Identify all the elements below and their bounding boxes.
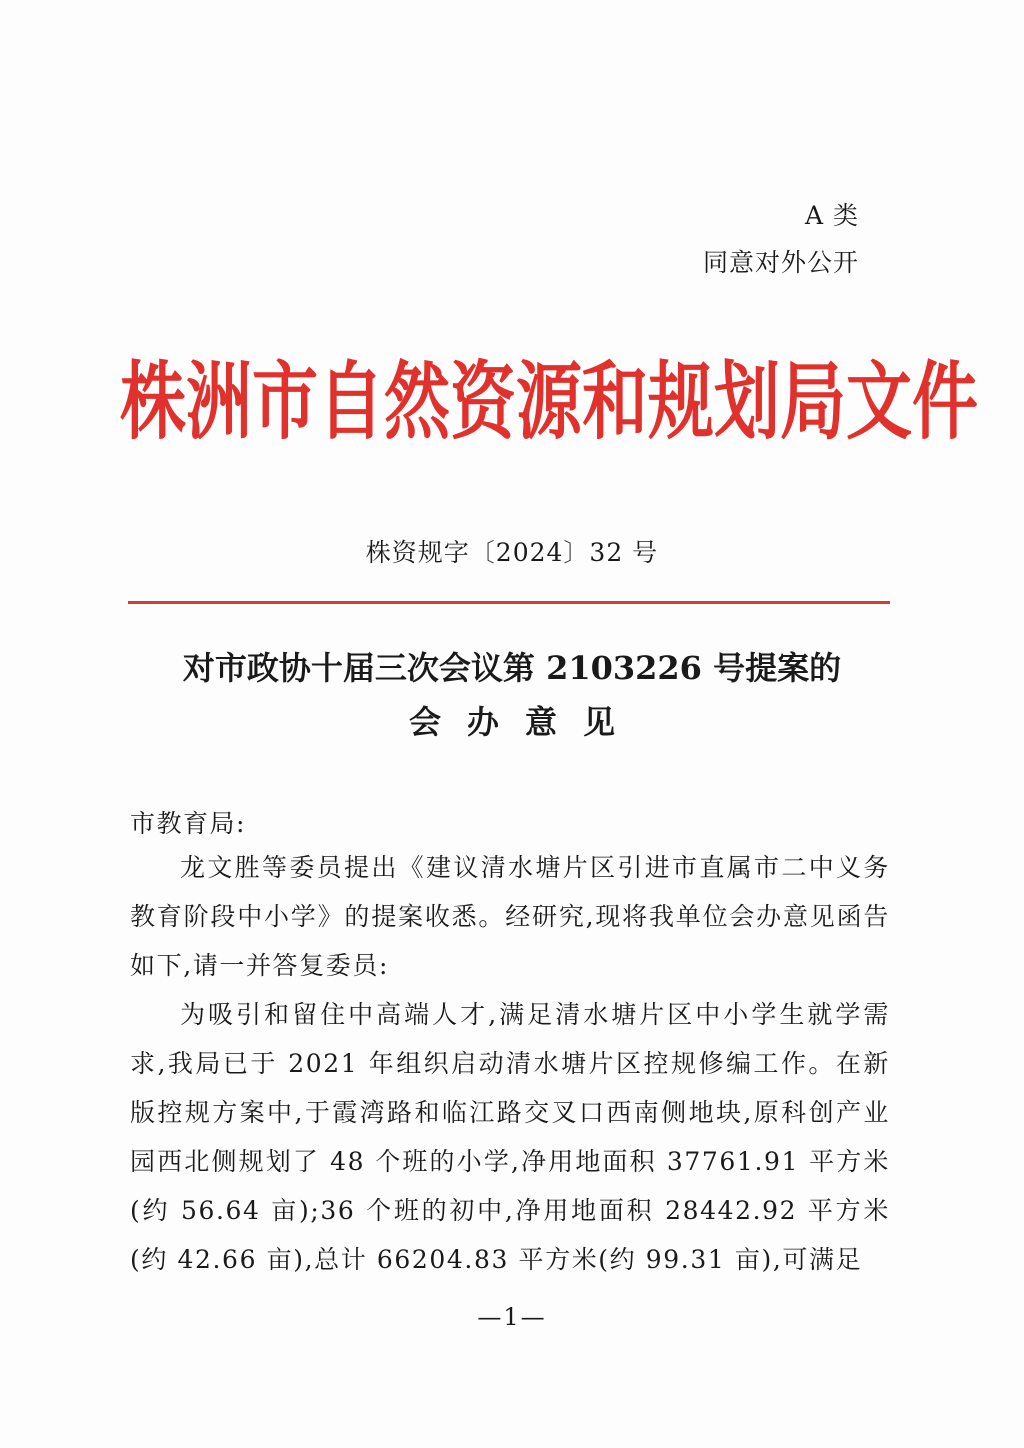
disclosure-label: 同意对外公开 [702, 248, 859, 277]
document-number: 株资规字〔2024〕32 号 [365, 538, 659, 567]
subject-line-2: 会办意见 [408, 703, 641, 741]
salutation: 市教育局: [130, 809, 246, 838]
body-paragraph-1: 龙文胜等委员提出《建议清水塘片区引进市直属市二中义务教育阶段中小学》的提案收悉。经研究,现将我单位会办意见函告如下,请一并答复委员: [130, 853, 890, 980]
red-divider-line [128, 601, 890, 604]
subject-line-1: 对市政协十届三次会议第 2103226 号提案的 [182, 649, 842, 687]
category-label: A 类 [804, 201, 859, 230]
body-paragraph-2: 为吸引和留住中高端人才,满足清水塘片区中小学生就学需求,我局已于 2021 年组织启动清水塘片区控规修编工作。在新版控规方案中,于霞湾路和临江路交叉口西南侧地块,原科创产业园西北侧规划了 48 个班的小学,净用地面积 37761.91 平方米(约 56.64 亩);36 个班的初中,净用地面积 28442.92 平方米(约 42.66 亩),总计 66204.83 平方米(约 99.31 亩),可满足 [130, 1000, 890, 1274]
issuer-title: 株洲市自然资源和规划局文件 [120, 353, 978, 452]
page-number: —1— [477, 1303, 547, 1331]
